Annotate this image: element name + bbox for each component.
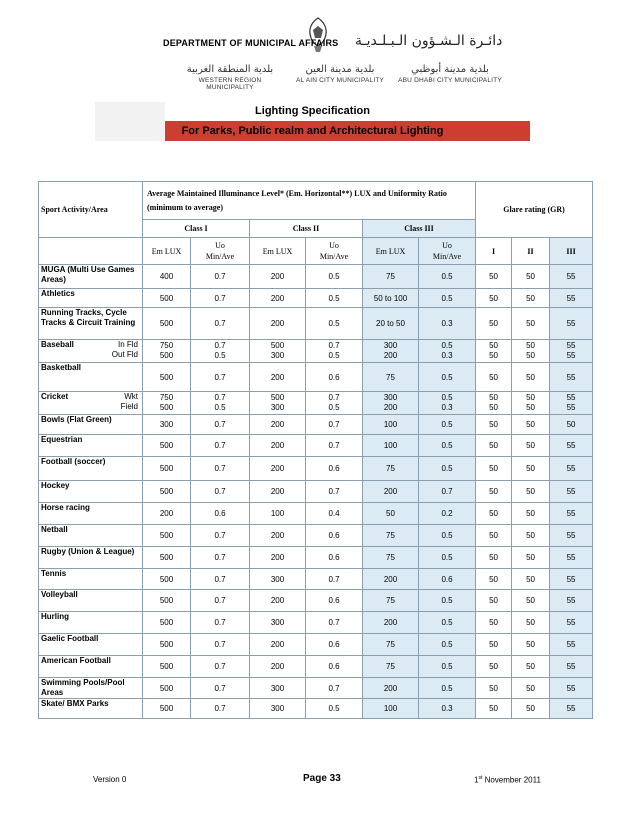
table-row [39,569,593,590]
footer-date: 1st November 2011 [474,775,541,785]
sport-name-cell: Cricket Wkt Field [39,392,143,415]
illuminance-header: Average Maintained Illuminance Level* (Em. Horizontal**) LUX and Uniformity Ratio (minimum to average) [143,182,476,220]
sport-name-cell: Rugby (Union & League) [39,547,143,569]
value-cell: 300 [250,612,306,634]
value-cell: 0.7 [191,457,250,481]
value-cell: 500 [143,699,191,719]
value-cell: 50 [512,289,550,308]
value-cell: 50 to 100 [363,289,419,308]
value-cell: 200 [250,656,306,678]
department-title-arabic: دائـرة الـشـؤون الـبـلـديـة [355,33,503,49]
value-cell: 0.7 0.5 [191,392,250,415]
value-cell: 75 [363,265,419,289]
value-cell: 100 [363,699,419,719]
table-row [39,656,593,678]
value-cell: 0.5 [419,435,476,457]
sport-name-cell: Netball [39,525,143,547]
department-title: DEPARTMENT OF MUNICIPAL AFFAIRS [163,38,339,48]
value-cell: 55 [550,308,593,340]
value-cell: 50 [512,481,550,503]
value-cell: 0.6 [306,656,363,678]
value-cell: 0.7 0.5 [191,340,250,363]
value-cell: 300 [250,678,306,699]
class-iii-uo-header: Uo Min/Ave [419,238,476,265]
value-cell: 0.6 [306,547,363,569]
sport-name-cell: Volleyball [39,590,143,612]
value-cell: 50 [476,503,512,525]
municipality-western: بلدية المنطقة الغربية WESTERN REGION MUNICIPALITY [186,64,274,91]
value-cell: 200 [250,481,306,503]
value-cell: 200 [143,503,191,525]
table-row [39,590,593,612]
value-cell: 0.5 [419,525,476,547]
value-cell: 55 [550,435,593,457]
value-cell: 50 [512,525,550,547]
value-cell: 0.3 [419,699,476,719]
lighting-spec-table [38,181,593,719]
value-cell: 75 [363,590,419,612]
value-cell: 50 [476,363,512,392]
value-cell: 75 [363,656,419,678]
value-cell: 55 [550,265,593,289]
table-row [39,265,593,289]
value-cell: 200 [250,308,306,340]
value-cell: 0.5 [419,634,476,656]
value-cell: 500 [143,289,191,308]
value-cell: 55 [550,525,593,547]
value-cell: 75 [363,457,419,481]
value-cell: 500 [143,363,191,392]
value-cell: 0.7 [306,435,363,457]
value-cell: 0.7 [306,678,363,699]
value-cell: 200 [250,289,306,308]
sport-name-cell: American Football [39,656,143,678]
value-cell: 55 [550,699,593,719]
value-cell: 200 [250,634,306,656]
value-cell: 0.6 [306,525,363,547]
value-cell: 50 [512,265,550,289]
value-cell: 0.5 [419,678,476,699]
value-cell: 300 200 [363,392,419,415]
value-cell: 50 [476,289,512,308]
value-cell: 200 [250,547,306,569]
value-cell: 0.2 [419,503,476,525]
glare-rating-header: Glare rating (GR) [476,182,593,238]
gr-iii-header: III [550,238,593,265]
value-cell: 75 [363,525,419,547]
value-cell: 0.5 [419,457,476,481]
class-ii-uo-header: Uo Min/Ave [306,238,363,265]
table-row [39,481,593,503]
value-cell: 0.7 [191,634,250,656]
value-cell: 50 [512,363,550,392]
value-cell: 55 [550,547,593,569]
value-cell: 0.7 [191,363,250,392]
table-row [39,503,593,525]
value-cell: 0.7 [191,612,250,634]
value-cell: 0.7 [191,308,250,340]
value-cell: 0.7 [191,590,250,612]
value-cell: 50 [512,415,550,435]
value-cell: 50 [476,525,512,547]
value-cell: 50 [476,656,512,678]
sport-name-cell: Skate/ BMX Parks [39,699,143,719]
value-cell: 200 [250,415,306,435]
table-row [39,678,593,699]
value-cell: 75 [363,363,419,392]
value-cell: 50 [512,612,550,634]
value-cell: 50 [476,308,512,340]
value-cell: 200 [250,590,306,612]
value-cell: 100 [363,415,419,435]
table-row [39,612,593,634]
value-cell: 50 [512,590,550,612]
value-cell: 200 [363,612,419,634]
banner-title-bar [95,102,530,121]
value-cell: 55 [550,503,593,525]
value-cell: 0.7 [191,289,250,308]
table-row [39,457,593,481]
value-cell: 50 [476,590,512,612]
sport-name-cell: Tennis [39,569,143,590]
value-cell: 0.3 [419,308,476,340]
value-cell: 0.7 [191,265,250,289]
value-cell: 500 [143,525,191,547]
value-cell: 0.7 [191,415,250,435]
value-cell: 500 [143,634,191,656]
gr-ii-header: II [512,238,550,265]
value-cell: 0.5 [306,308,363,340]
value-cell: 500 [143,481,191,503]
value-cell: 0.5 [419,289,476,308]
value-cell: 200 [250,265,306,289]
value-cell: 0.7 [191,656,250,678]
value-cell: 0.7 [306,415,363,435]
value-cell: 0.6 [191,503,250,525]
sport-name-cell: Bowls (Flat Green) [39,415,143,435]
footer-page-number: Page 33 [303,773,341,784]
document-header [0,0,638,95]
value-cell: 400 [143,265,191,289]
value-cell: 200 [250,457,306,481]
value-cell: 200 [363,678,419,699]
value-cell: 0.7 [306,612,363,634]
value-cell: 100 [250,503,306,525]
value-cell: 500 [143,547,191,569]
value-cell: 500 [143,457,191,481]
table-row [39,308,593,340]
value-cell: 50 [476,634,512,656]
value-cell: 50 [476,699,512,719]
table-row [39,415,593,435]
value-cell: 0.6 [306,590,363,612]
value-cell: 500 [143,656,191,678]
value-cell: 200 [363,481,419,503]
value-cell: 0.4 [306,503,363,525]
value-cell: 55 55 [550,392,593,415]
value-cell: 55 [550,289,593,308]
sport-column-header: Sport Activity/Area [39,182,143,238]
value-cell: 50 50 [512,340,550,363]
value-cell: 55 [550,634,593,656]
value-cell: 500 [143,590,191,612]
value-cell: 50 [476,547,512,569]
value-cell: 0.6 [306,634,363,656]
value-cell: 0.6 [306,363,363,392]
value-cell: 0.7 [419,481,476,503]
table-row [39,634,593,656]
value-cell: 20 to 50 [363,308,419,340]
class-ii-em-lux-header: Em LUX [250,238,306,265]
value-cell: 50 [363,503,419,525]
value-cell: 500 300 [250,392,306,415]
value-cell: 55 [550,678,593,699]
value-cell: 50 [512,308,550,340]
value-cell: 50 [512,569,550,590]
value-cell: 0.7 [191,699,250,719]
sport-name-cell: MUGA (Multi Use Games Areas) [39,265,143,289]
falcon-emblem-icon [303,16,333,56]
value-cell: 75 [363,547,419,569]
sport-name-cell: Swimming Pools/Pool Areas [39,678,143,699]
banner-subtitle-bar [95,121,530,141]
value-cell: 0.7 0.5 [306,392,363,415]
value-cell: 0.6 [306,457,363,481]
sport-subheader-blank [39,238,143,265]
sport-name-cell: Baseball In Fld Out Fld [39,340,143,363]
value-cell: 55 [550,569,593,590]
value-cell: 0.5 [306,265,363,289]
value-cell: 50 50 [476,340,512,363]
value-cell: 55 [550,590,593,612]
value-cell: 55 [550,363,593,392]
value-cell: 0.7 [306,481,363,503]
sport-name-cell: Gaelic Football [39,634,143,656]
table-row [39,525,593,547]
value-cell: 0.7 [306,569,363,590]
value-cell: 0.5 [306,699,363,719]
value-cell: 50 [512,678,550,699]
value-cell: 300 [250,569,306,590]
value-cell: 300 [250,699,306,719]
class-ii-header: Class II [250,220,363,238]
value-cell: 0.5 0.3 [419,392,476,415]
table-row [39,699,593,719]
value-cell: 0.5 [419,265,476,289]
value-cell: 500 300 [250,340,306,363]
value-cell: 300 [143,415,191,435]
value-cell: 50 [476,678,512,699]
value-cell: 55 [550,457,593,481]
value-cell: 0.7 [191,481,250,503]
value-cell: 500 [143,435,191,457]
value-cell: 50 [476,569,512,590]
value-cell: 0.7 [191,435,250,457]
municipality-al-ain: بلدية مدينة العين AL AIN CITY MUNICIPALITY [295,64,385,84]
value-cell: 0.5 [419,363,476,392]
table-row [39,289,593,308]
value-cell: 0.7 [191,569,250,590]
value-cell: 50 [512,699,550,719]
value-cell: 50 [476,435,512,457]
value-cell: 500 [143,678,191,699]
value-cell: 500 [143,612,191,634]
banner-subtitle: For Parks, Public realm and Architectural Lighting [181,125,444,137]
sport-name-cell: Running Tracks, Cycle Tracks & Circuit Training [39,308,143,340]
value-cell: 50 50 [512,392,550,415]
value-cell: 0.5 [419,415,476,435]
table-row [39,547,593,569]
value-cell: 50 [512,634,550,656]
value-cell: 200 [250,525,306,547]
value-cell: 50 [512,503,550,525]
value-cell: 100 [363,435,419,457]
value-cell: 200 [250,435,306,457]
value-cell: 0.5 [419,612,476,634]
sport-name-cell: Hockey [39,481,143,503]
value-cell: 50 [512,457,550,481]
class-iii-em-lux-header: Em LUX [363,238,419,265]
table-row [39,392,593,415]
value-cell: 0.5 [306,289,363,308]
value-cell: 0.7 [191,525,250,547]
value-cell: 50 [512,547,550,569]
value-cell: 55 55 [550,340,593,363]
value-cell: 300 200 [363,340,419,363]
value-cell: 0.5 [419,656,476,678]
value-cell: 0.6 [419,569,476,590]
value-cell: 750 500 [143,340,191,363]
sport-name-cell: Hurling [39,612,143,634]
sport-name-cell: Horse racing [39,503,143,525]
banner-title: Lighting Specification [255,105,370,117]
sport-name-cell: Equestrian [39,435,143,457]
class-i-em-lux-header: Em LUX [143,238,191,265]
value-cell: 500 [143,569,191,590]
sport-name-cell: Basketball [39,363,143,392]
value-cell: 50 [476,265,512,289]
value-cell: 50 [476,457,512,481]
footer-version: Version 0 [93,775,127,784]
sport-name-cell: Athletics [39,289,143,308]
value-cell: 0.5 [419,547,476,569]
value-cell: 0.5 0.3 [419,340,476,363]
value-cell: 75 [363,634,419,656]
class-i-uo-header: Uo Min/Ave [191,238,250,265]
value-cell: 50 [512,656,550,678]
value-cell: 0.5 [419,590,476,612]
value-cell: 0.7 0.5 [306,340,363,363]
municipality-abu-dhabi: بلدية مدينة أبوظبي ABU DHABI CITY MUNICIPALITY [398,64,502,84]
value-cell: 0.7 [191,678,250,699]
value-cell: 0.7 [191,547,250,569]
value-cell: 50 [476,481,512,503]
value-cell: 200 [363,569,419,590]
value-cell: 50 50 [476,392,512,415]
sport-name-cell: Football (soccer) [39,457,143,481]
table-row [39,340,593,363]
value-cell: 750 500 [143,392,191,415]
value-cell: 55 [550,612,593,634]
value-cell: 200 [250,363,306,392]
value-cell: 50 [512,435,550,457]
table-row [39,363,593,392]
class-i-header: Class I [143,220,250,238]
value-cell: 55 [550,656,593,678]
value-cell: 50 [476,612,512,634]
value-cell: 500 [143,308,191,340]
table-row [39,435,593,457]
value-cell: 50 [550,415,593,435]
gr-i-header: I [476,238,512,265]
value-cell: 55 [550,481,593,503]
class-iii-header: Class III [363,220,476,238]
value-cell: 50 [476,415,512,435]
